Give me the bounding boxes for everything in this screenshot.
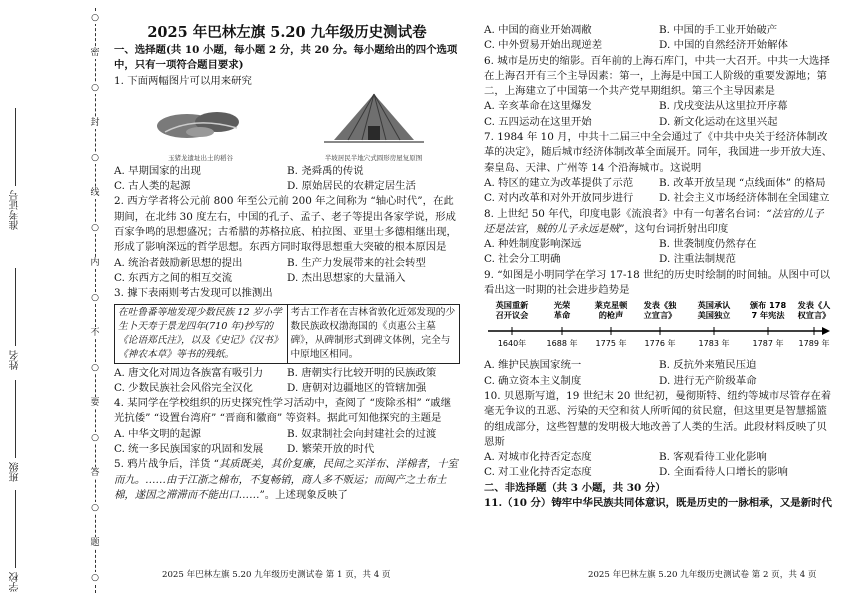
q3-option-c: C. 少数民族社会风俗完全汉化 bbox=[114, 381, 253, 394]
q6-option-c: C. 五四运动在这里开始 bbox=[484, 115, 592, 128]
binding-mark: ○ bbox=[89, 292, 101, 304]
q8-option-a: A. 种姓制度影响深远 bbox=[484, 238, 582, 251]
q6-options bbox=[484, 99, 834, 130]
q9-options bbox=[484, 358, 834, 389]
q1-option-a: A. 早期国家的出现 bbox=[114, 164, 201, 177]
q2-options bbox=[114, 256, 460, 287]
q9-timeline bbox=[484, 300, 834, 356]
q4-stem: 4. 某同学在学校组织的历史探究性学习活动中，查阅了 “废除丞相” “戚继光抗倭” “设置台湾府” “晋商和徽商” 等资料。据此可知他探究的主题是 bbox=[114, 397, 452, 425]
q3-cell-right: 考古工作者在吉林省敦化近郊发现的少数民族政权渤海国的《贞惠公主墓碑》，从碑制形式到碑文体例，完全与中原地区相同。 bbox=[287, 304, 460, 363]
q10-option-a: A. 对城市化持否定态度 bbox=[484, 451, 592, 464]
house-caption: 半坡居民半地穴式圆形房屋复原图 bbox=[324, 153, 423, 162]
q8-option-d: D. 注重法制规范 bbox=[659, 253, 736, 266]
footer-page-2: 2025 年巴林左旗 5.20 九年级历史测试卷 第 2 页，共 4 页 bbox=[588, 570, 817, 580]
exam-no-field[interactable]: 准考证号 bbox=[8, 108, 23, 230]
q2-option-b: B. 生产力发展带来的社会转型 bbox=[287, 256, 426, 269]
binding-mark: ○ bbox=[89, 502, 101, 514]
timeline-event-label: 权宣言》 bbox=[797, 310, 831, 321]
q2-option-c: C. 东西方之间的相互交流 bbox=[114, 271, 233, 284]
q1-stem: 1. 下面两幅图片可以用来研究 bbox=[114, 74, 252, 87]
rice-caption: 玉猪龙遗址出土的稻谷 bbox=[168, 153, 233, 162]
q4-option-a: A. 中华文明的起源 bbox=[114, 427, 201, 440]
timeline-event-label: 英国承认 bbox=[697, 300, 731, 311]
binding-margin bbox=[0, 0, 110, 607]
q5-option-d: D. 中国的自然经济开始解体 bbox=[659, 39, 788, 52]
q5-stem: 5. 鸦片战争后，洋货 “其质既美，其价复廉，民间之买洋布、洋棉者，十室而九。……由于江浙之棉布，不复畅销，商人多不贩运；而闽产之土布土棉，遂因之滞滞而不能出口……”。上述现象反映了 bbox=[114, 458, 458, 501]
q9-option-b: B. 反抗外来殖民压迫 bbox=[659, 359, 757, 372]
q2-stem: 2. 西方学者将公元前 800 年至公元前 200 年之间称为 “轴心时代”，在此期间，在北纬 30 度左右，中国的孔子、孟子、老子等提出各家学说，形成百家争鸣的思想盛况；古希腊的苏格拉底、柏拉图、亚里士多德相继出现，形成了影响深远的哲学思想。东西方同时取得思想重大突破的根本原因是 bbox=[114, 195, 457, 254]
q10-options bbox=[484, 450, 834, 481]
timeline-event-label: 立宣言》 bbox=[643, 310, 677, 321]
q7-stem: 7. 1984 年 10 月，中共十二届三中全会通过了《中共中央关于经济体制改革的决定》，随后城市经济体制改革全面展开。同年，我国进一步开放大连、秦皇岛、天津、广州等 14 个沿海城市。这说明 bbox=[484, 131, 833, 174]
footer-page-1: 2025 年巴林左旗 5.20 九年级历史测试卷 第 1 页，共 4 页 bbox=[162, 570, 391, 580]
q5-option-a: A. 中国的商业开始凋敝 bbox=[484, 24, 592, 36]
timeline-year-label: 1789 年 bbox=[798, 339, 830, 349]
school-field[interactable]: 学校 bbox=[8, 490, 23, 592]
q7-option-b: B. 改革开放呈现 “点线面体” 的格局 bbox=[659, 176, 826, 189]
q9-option-c: C. 确立资本主义制度 bbox=[484, 374, 582, 387]
q2-option-a: A. 统治者鼓励新思想的提出 bbox=[114, 256, 243, 269]
q4-option-b: B. 奴隶制社会向封建社会的过渡 bbox=[287, 427, 437, 440]
q11-stem: 11.（10 分）铸牢中华民族共同体意识，既是历史的一脉相承，又是新时代 bbox=[484, 497, 832, 510]
binding-mark: ○ bbox=[89, 432, 101, 444]
q10-option-c: C. 对工业化持否定态度 bbox=[484, 466, 592, 479]
timeline-event-label: 发表《独 bbox=[643, 300, 677, 311]
q1-options bbox=[114, 164, 460, 195]
banpo-house-photo bbox=[318, 92, 430, 162]
q8-stem: 8. 上世纪 50 年代，印度电影《流浪者》中有一句著名台词：“法官的儿子还是法官，贼的儿子永远是贼”，这句台词折射出印度 bbox=[484, 207, 824, 235]
q3-option-b: B. 唐朝实行比较开明的民族政策 bbox=[287, 366, 437, 379]
q1-option-d: D. 原始居民的农耕定居生活 bbox=[287, 180, 416, 193]
binding-mark: ○ bbox=[89, 362, 101, 374]
section-1-heading: 一、选择题(共 10 小题，每小题 2 分，共 20 分。每小题给出的四个选项中，只有一项符合题目要求) bbox=[114, 44, 458, 72]
q5-option-c: C. 中外贸易开始出现逆差 bbox=[484, 39, 603, 52]
timeline-event-label: 英国重新 bbox=[495, 300, 529, 311]
q3-material-table bbox=[114, 304, 460, 364]
q6-option-b: B. 戊戌变法从这里拉开序幕 bbox=[659, 100, 788, 113]
q6-option-a: A. 辛亥革命在这里爆发 bbox=[484, 100, 592, 113]
timeline-year-label: 1640年 bbox=[497, 339, 527, 349]
q4-option-d: D. 繁荣开放的时代 bbox=[287, 443, 375, 456]
timeline-year-label: 1776 年 bbox=[644, 339, 676, 349]
timeline-event-label: 光荣 bbox=[553, 300, 571, 311]
timeline-event-label: 莱克星顿 bbox=[594, 300, 628, 311]
binding-mark: 答 bbox=[90, 468, 100, 478]
q10-stem: 10. 贝恩斯写道，19 世纪末 20 世纪初，曼彻斯特、纽约等城市尽管存在着毫无争议的丑恶、污染的天空和贫人所听闻的贫民窟，但这里更是智慧摇篮的组成部分，这些智慧的发明极大地改善了人类的生活。此段材料反映了贝恩斯 bbox=[484, 389, 832, 448]
timeline-year-label: 1783 年 bbox=[698, 339, 730, 349]
q1-images bbox=[114, 92, 460, 162]
q10-option-d: D. 全面看待人口增长的影响 bbox=[659, 466, 788, 479]
timeline-arrow bbox=[822, 327, 830, 335]
timeline-year-label: 1775 年 bbox=[595, 339, 627, 349]
section-2-heading: 二、非选择题（共 3 小题，共 30 分） bbox=[484, 481, 666, 494]
q9-option-d: D. 进行无产阶级革命 bbox=[659, 374, 757, 387]
q7-option-c: C. 对内改革和对外开放同步进行 bbox=[484, 192, 634, 205]
q3-options bbox=[114, 366, 460, 397]
timeline-event-label: 革命 bbox=[553, 310, 571, 321]
binding-mark: ○ bbox=[89, 152, 101, 164]
binding-mark: 不 bbox=[90, 328, 100, 338]
q3-cell-left: 在吐鲁番等地发现少数民族 12 岁小学生卜天寿于景龙四年(710 年)抄写的《论语郑氏注》，以及《史记》《汉书》《神农本草》等书的残纸。 bbox=[115, 304, 288, 363]
q1-option-c: C. 古人类的起源 bbox=[114, 180, 191, 193]
q1-option-b: B. 尧舜禹的传说 bbox=[287, 164, 364, 177]
binding-mark: ○ bbox=[89, 572, 101, 584]
timeline-event-label: 发表《人 bbox=[797, 300, 831, 311]
binding-mark: 题 bbox=[90, 538, 100, 548]
q10-option-b: B. 客观看待工业化影响 bbox=[659, 451, 767, 464]
q6-stem: 6. 城市是历史的缩影。百年前的上海石库门，中共一大召开。中共一大选择在上海召开有三个主导因素：第一，上海是中国工人阶级的重要发源地；第二，上海建立了中国第一个共产党早期组织。第三个主导因素是 bbox=[484, 54, 830, 98]
page-2-column bbox=[484, 23, 834, 511]
binding-mark: 线 bbox=[90, 188, 100, 198]
q2-option-d: D. 杰出思想家的大量涌入 bbox=[287, 271, 406, 284]
q6-option-d: D. 新文化运动在这里兴起 bbox=[659, 115, 778, 128]
timeline-event-label: 颁布 178 bbox=[749, 300, 787, 311]
q7-option-a: A. 特区的建立为改革提供了示范 bbox=[484, 176, 634, 189]
rice-grain-photo bbox=[145, 92, 257, 162]
name-field[interactable]: 姓名 bbox=[8, 268, 23, 370]
q4-options bbox=[114, 427, 460, 458]
q8-option-b: B. 世袭制度仍然存在 bbox=[659, 238, 757, 251]
q8-option-c: C. 社会分工明确 bbox=[484, 253, 561, 266]
binding-mark: 密 bbox=[90, 48, 100, 58]
timeline-year-label: 1688 年 bbox=[546, 339, 578, 349]
binding-mark: 内 bbox=[90, 258, 100, 268]
binding-mark: 要 bbox=[90, 398, 100, 408]
timeline-event-label: 召开议会 bbox=[495, 310, 529, 321]
timeline-event-label: 7 年宪法 bbox=[751, 310, 785, 321]
timeline-year-label: 1787 年 bbox=[752, 339, 784, 349]
timeline-event-label: 美国独立 bbox=[697, 310, 731, 321]
q5-options bbox=[484, 23, 834, 54]
binding-mark: 封 bbox=[90, 118, 100, 128]
class-field[interactable]: 班级 bbox=[8, 380, 23, 482]
binding-mark: ○ bbox=[89, 222, 101, 234]
timeline-svg bbox=[484, 300, 834, 356]
q8-options bbox=[484, 237, 834, 268]
timeline-event-label: 的枪声 bbox=[598, 310, 624, 321]
q3-stem: 3. 據下表兩则考古发现可以推测出 bbox=[114, 287, 273, 300]
binding-mark: ○ bbox=[89, 82, 101, 94]
q7-option-d: D. 社会主义市场经济体制在全国建立 bbox=[659, 192, 830, 205]
q4-option-c: C. 统一多民族国家的巩固和发展 bbox=[114, 443, 264, 456]
q9-option-a: A. 维护民族国家统一 bbox=[484, 359, 582, 372]
q3-option-a: A. 唐文化对周边各族富有吸引力 bbox=[114, 366, 264, 379]
q5-option-b: B. 中国的手工业开始破产 bbox=[659, 24, 778, 36]
page-title: 2025 年巴林左旗 5.20 九年级历史测试卷 bbox=[147, 24, 427, 41]
q9-stem: 9. “如图是小明同学在学习 17-18 世纪的历史时绘制的时间轴。从图中可以看出这一时期的社会进步趋势是 bbox=[484, 268, 831, 297]
q8-quote: “法官的儿子还是法官，贼的儿子永远是贼” bbox=[484, 207, 824, 235]
q5-quote: 其质既美，其价复廉，民间之买洋布、洋棉者，十室而九。……由于江浙之棉布，不复畅销，商人多不贩运；而闽产之土布土棉，遂因之滞滞而不能出口…… bbox=[114, 458, 458, 501]
q3-option-d: D. 唐朝对边疆地区的管辖加强 bbox=[287, 381, 427, 394]
binding-mark: ○ bbox=[89, 12, 101, 24]
q7-options bbox=[484, 176, 834, 207]
page-1-column bbox=[114, 24, 460, 503]
